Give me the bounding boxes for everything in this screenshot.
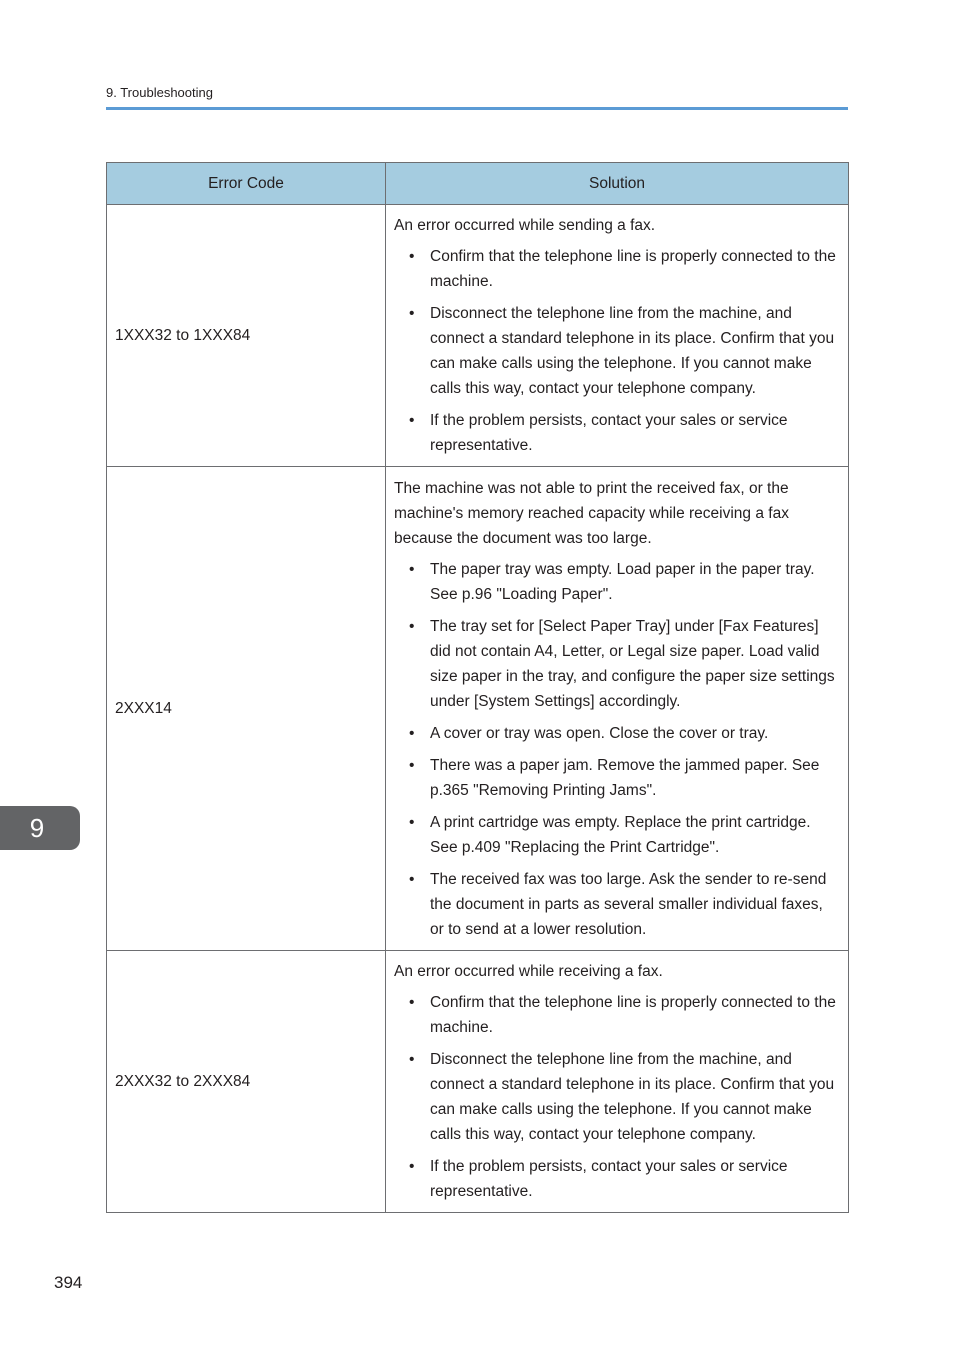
bullet-icon: • [409,813,415,831]
solution-cell [386,951,849,1213]
solution-intro: An error occurred while sending a fax. [394,217,656,234]
bullet-icon: • [409,994,415,1011]
list-item [394,557,840,607]
list-item [394,721,840,746]
solution-list [394,990,840,1204]
list-item [394,244,840,294]
list-item-text: The tray set for [Select Paper Tray] under [Fax Features] did not contain A4, Letter, or Legal size paper. Load valid size paper in the tray, and configure the paper size settings under [System Settings] accordingly. [430,617,835,710]
bullet-icon: • [409,412,415,429]
bullet-icon: • [409,1158,415,1175]
table-row [107,467,849,951]
list-item [394,301,840,401]
list-item-text: Confirm that the telephone line is properly connected to the machine. [430,994,836,1036]
bullet-icon: • [409,617,415,635]
solution-list [394,244,840,458]
page-number: 394 [54,1273,83,1292]
solution-intro: An error occurred while receiving a fax. [394,963,663,980]
bullet-icon: • [409,560,415,578]
list-item [394,1154,840,1204]
list-item-text: The paper tray was empty. Load paper in the paper tray. See p.96 "Loading Paper". [430,560,815,603]
bullet-icon: • [409,756,415,774]
error-code-cell: 2XXX32 to 2XXX84 [107,951,386,1213]
running-header: 9. Troubleshooting [106,85,213,100]
solution-list [394,557,840,942]
list-item-text: The received fax was too large. Ask the sender to re-send the document in parts as several smaller individual faxes, or to send at a lower resolution. [430,870,827,938]
list-item-text: A print cartridge was empty. Replace the print cartridge. See p.409 "Replacing the Print Cartridge". [430,813,811,856]
solution-intro: The machine was not able to print the received fax, or the machine's memory reached capacity while receiving a fax because the document was too large. [394,479,789,547]
chapter-tab: 9 [0,806,80,850]
list-item-text: If the problem persists, contact your sales or service representative. [430,412,788,454]
list-item-text: Confirm that the telephone line is properly connected to the machine. [430,248,836,290]
list-item [394,1047,840,1147]
list-item [394,753,840,803]
bullet-icon: • [409,724,415,742]
header-rule [106,107,848,110]
list-item-text: Disconnect the telephone line from the machine, and connect a standard telephone in its place. Confirm that you can make calls using the telephone. If you cannot make calls this way, contact your telephone company. [430,305,835,397]
list-item-text: If the problem persists, contact your sales or service representative. [430,1158,788,1200]
list-item-text: A cover or tray was open. Close the cover or tray. [430,724,769,742]
column-header-error-code: Error Code [107,163,386,205]
solution-cell [386,205,849,467]
table-row [107,205,849,467]
list-item [394,810,840,860]
bullet-icon: • [409,305,415,322]
list-item [394,867,840,942]
list-item [394,614,840,714]
bullet-icon: • [409,248,415,265]
list-item [394,408,840,458]
solution-cell [386,467,849,951]
table-header-row [107,163,849,205]
table-row [107,951,849,1213]
column-header-solution: Solution [386,163,849,205]
error-code-table [106,162,849,1213]
bullet-icon: • [409,870,415,888]
error-code-cell: 1XXX32 to 1XXX84 [107,205,386,467]
error-code-cell: 2XXX14 [107,467,386,951]
bullet-icon: • [409,1051,415,1068]
list-item-text: There was a paper jam. Remove the jammed paper. See p.365 "Removing Printing Jams". [430,756,820,799]
list-item-text: Disconnect the telephone line from the machine, and connect a standard telephone in its place. Confirm that you can make calls using the telephone. If you cannot make calls this way, contact your telephone company. [430,1051,835,1143]
list-item [394,990,840,1040]
